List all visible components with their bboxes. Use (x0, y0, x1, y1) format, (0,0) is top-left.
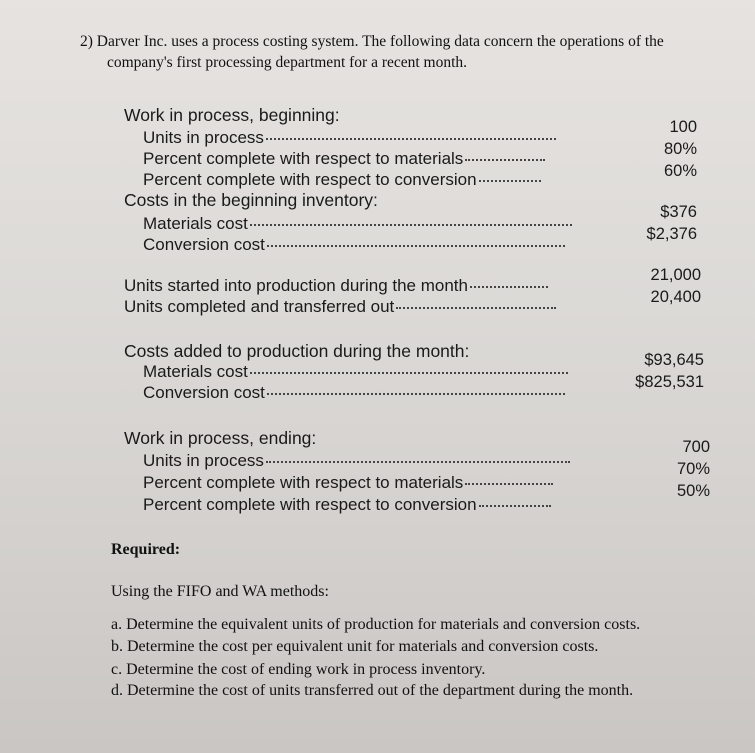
problem-line-1: 2) Darver Inc. uses a process costing system. The following data concern the operations of the (80, 33, 664, 50)
costs-added-header: Costs added to production during the month: (124, 341, 470, 361)
required-item-d: d. Determine the cost of units transferred out of the department during the month. (111, 682, 634, 699)
dot-leader (267, 392, 565, 395)
wip-beginning-materials-value: 80% (663, 140, 697, 158)
wip-ending-conversion-row (0, 495, 600, 517)
units-completed-label: Units completed and transferred out (124, 297, 395, 316)
problem-line-2: company's first processing department for a recent month. (107, 54, 468, 71)
dot-leader (465, 158, 545, 161)
costs-beginning-materials-label: Materials cost (143, 214, 248, 233)
wip-beginning-header: Work in process, beginning: (124, 105, 340, 125)
wip-beginning-units-row (0, 128, 600, 150)
costs-added-conversion-value: $825,531 (635, 373, 704, 391)
costs-added-conversion-row (0, 383, 600, 405)
wip-beginning-conversion-row (0, 170, 600, 192)
costs-added-conversion-label: Conversion cost (143, 383, 265, 402)
wip-ending-materials-label: Percent complete with respect to materials (143, 473, 464, 492)
units-started-value: 21,000 (650, 266, 701, 284)
wip-beginning-materials-row (0, 149, 600, 171)
required-header: Required: (111, 541, 181, 558)
wip-beginning-units-value: 100 (669, 118, 697, 136)
costs-added-materials-label: Materials cost (143, 362, 248, 381)
required-item-a: a. Determine the equivalent units of production for materials and conversion costs. (111, 616, 641, 633)
wip-beginning-materials-label: Percent complete with respect to materials (143, 149, 464, 168)
units-completed-value: 20,400 (650, 288, 701, 306)
wip-ending-materials-value: 70% (676, 460, 710, 478)
dot-leader (396, 306, 556, 309)
dot-leader (479, 504, 551, 507)
wip-ending-header: Work in process, ending: (124, 428, 317, 448)
units-completed-row (0, 297, 600, 319)
dot-leader (266, 137, 556, 140)
dot-leader (470, 285, 548, 288)
wip-ending-conversion-label: Percent complete with respect to conversion (143, 495, 477, 514)
wip-beginning-conversion-value: 60% (663, 162, 697, 180)
wip-beginning-conversion-label: Percent complete with respect to conversion (143, 170, 477, 189)
costs-beginning-conversion-row (0, 235, 600, 257)
dot-leader (250, 371, 568, 374)
methods-line: Using the FIFO and WA methods: (111, 583, 329, 600)
wip-ending-materials-row (0, 473, 600, 495)
required-item-c: c. Determine the cost of ending work in process inventory. (111, 661, 486, 678)
costs-added-materials-value: $93,645 (644, 351, 704, 369)
problem-intro (80, 31, 664, 73)
dot-leader (479, 179, 541, 182)
dot-leader (266, 460, 570, 463)
dot-leader (267, 244, 565, 247)
wip-ending-units-label: Units in process (143, 451, 264, 470)
wip-ending-units-row (0, 451, 600, 473)
costs-beginning-header: Costs in the beginning inventory: (124, 190, 378, 210)
costs-beginning-conversion-value: $2,376 (646, 225, 697, 243)
costs-beginning-materials-value: $376 (660, 203, 697, 221)
costs-beginning-materials-row (0, 214, 600, 236)
costs-added-materials-row (0, 362, 600, 384)
wip-beginning-units-label: Units in process (143, 128, 264, 147)
dot-leader (465, 482, 553, 485)
costs-beginning-conversion-label: Conversion cost (143, 235, 265, 254)
dot-leader (250, 223, 572, 226)
wip-ending-units-value: 700 (682, 438, 710, 456)
units-started-label: Units started into production during the month (124, 276, 468, 295)
required-item-b: b. Determine the cost per equivalent unit for materials and conversion costs. (111, 638, 599, 655)
wip-ending-conversion-value: 50% (676, 482, 710, 500)
units-started-row (0, 276, 600, 298)
